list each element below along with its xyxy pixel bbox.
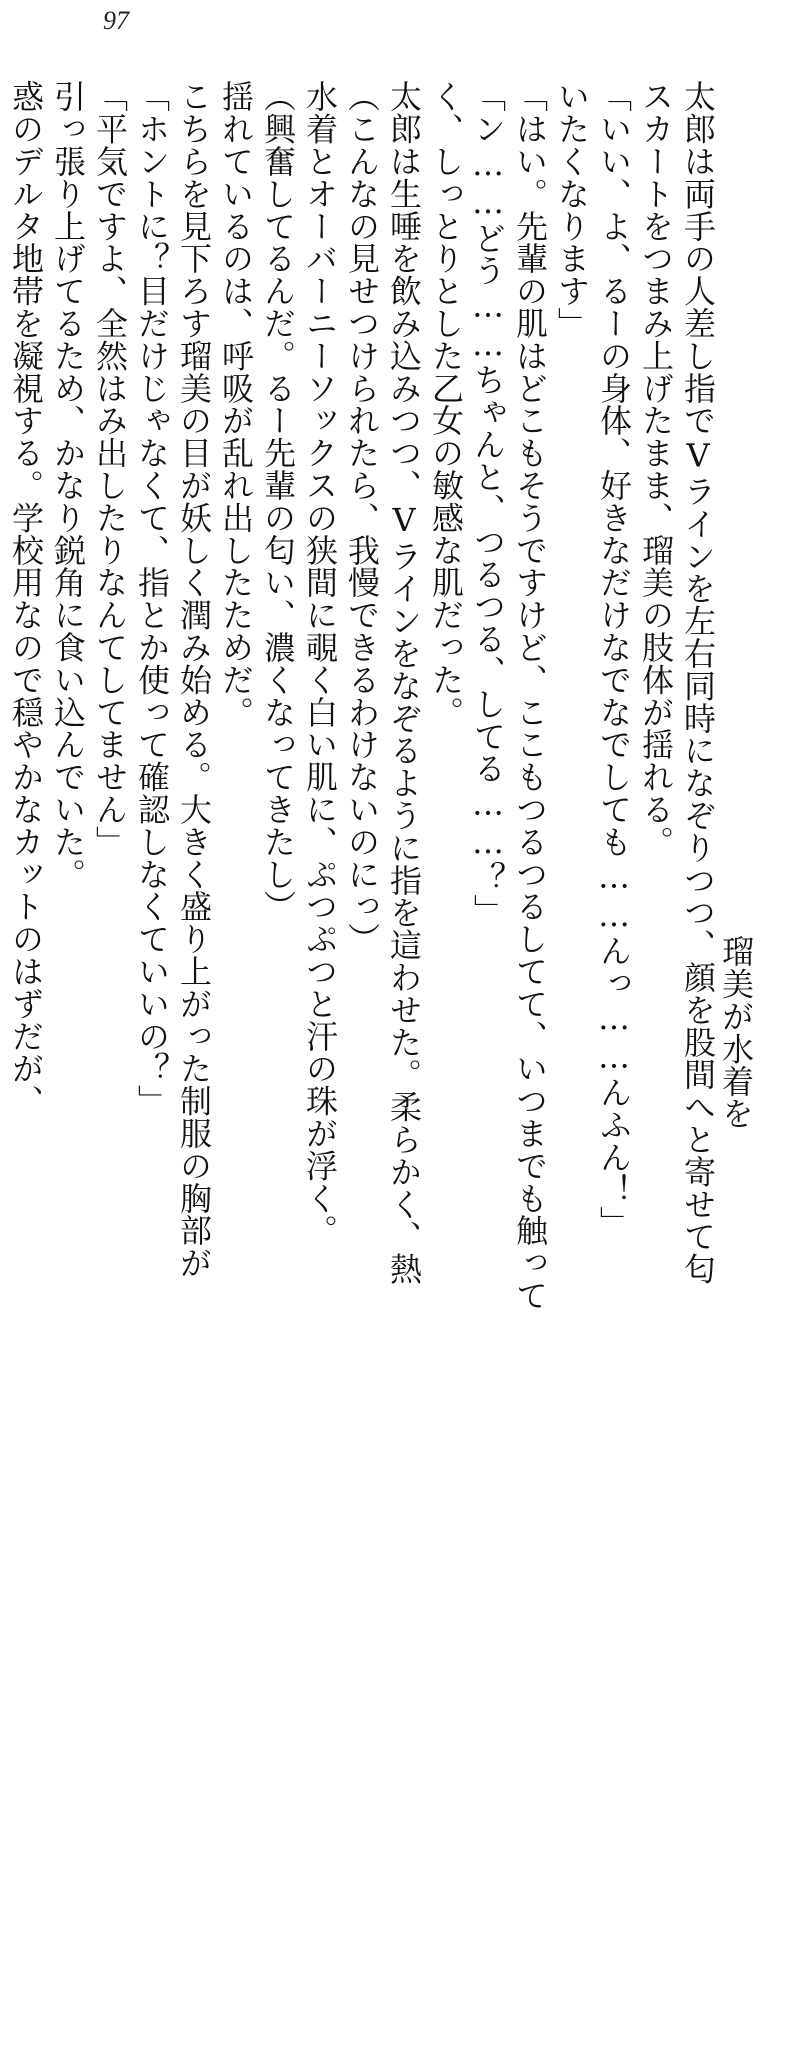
text-column-4: 「いい、よ、るーの身体、好きなだけなでなでしても……んっ……んふん！」 xyxy=(595,80,633,1238)
text-column-14: こちらを見下ろす瑠美の目が妖しく潤み始める。大きく盛り上がった制服の胸部が xyxy=(175,80,213,1279)
text-column-17: 引っ張り上げてるため、かなり鋭角に食い込んでいた。 xyxy=(49,80,87,890)
text-column-11: 水着とオーバーニーソックスの狭間に覗く白い肌に、ぷつぷつと汗の珠が浮く。 xyxy=(301,80,339,1247)
text-column-7: 「ン……どう……ちゃんと、つるつる、してる……？」 xyxy=(469,80,507,926)
text-column-9: 太郎は生唾を飲み込みつつ、Vラインをなぞるように指を這わせた。柔らかく、熱 xyxy=(385,80,423,1285)
text-column-12: （興奮してるんだ。るー先輩の匂い、濃くなってきたし） xyxy=(259,80,297,923)
text-column-2: 太郎は両手の人差し指でVラインを左右同時になぞりつつ、顔を股間へと寄せて匂 xyxy=(679,80,717,1285)
text-column-18: 惑のデルタ地帯を凝視する。学校用なので穏やかなカットのはずだが、 xyxy=(7,80,45,1117)
text-column-8: く、しっとりとした乙女の敏感な肌だった。 xyxy=(427,80,465,728)
text-column-3: スカートをつまみ上げたまま、瑠美の肢体が揺れる。 xyxy=(637,80,675,858)
text-column-13: 揺れているのは、呼吸が乱れ出したためだ。 xyxy=(217,80,255,728)
text-column-5: いたくなります」 xyxy=(553,80,591,340)
page-number: 97 xyxy=(103,6,129,35)
text-column-10: （こんなの見せつけられたら、我慢できるわけないのにっ） xyxy=(343,80,381,955)
text-column-16: 「平気ですよ、全然はみ出したりなんてしてません」 xyxy=(91,80,129,858)
text-column-15: 「ホントに？目だけじゃなくて、指とか使って確認しなくていいの？」 xyxy=(133,80,171,1117)
text-column-1: 瑠美が水着を xyxy=(717,935,755,1130)
text-column-6: 「はい。先輩の肌はどこもそうですけど、ここもつるつるしてて、いつまでも触って xyxy=(511,80,549,1312)
